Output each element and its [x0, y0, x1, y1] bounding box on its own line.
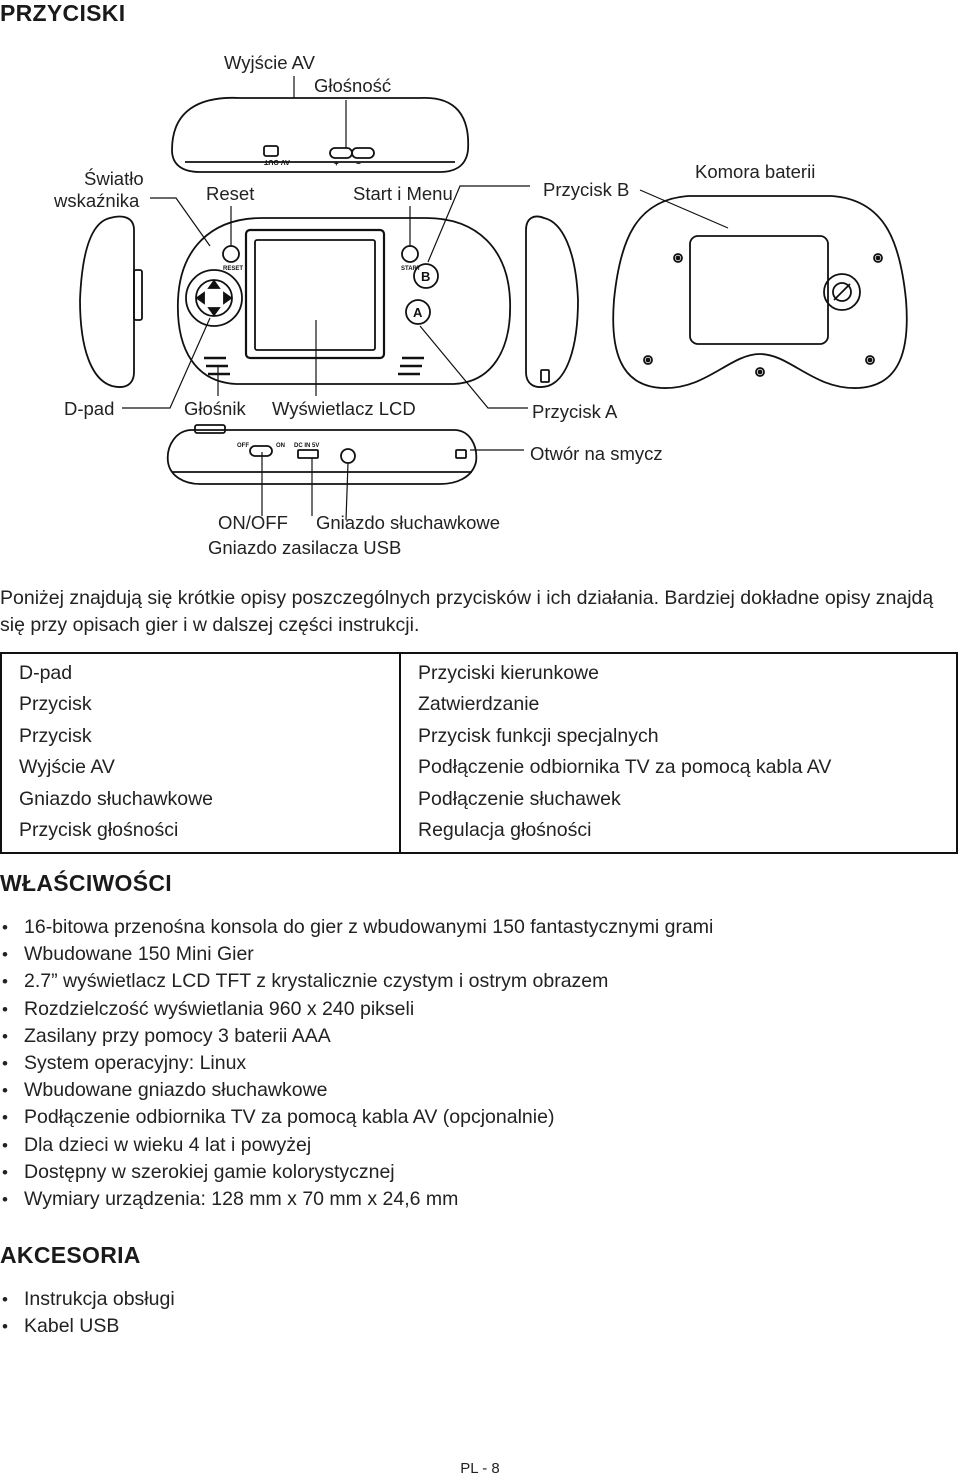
intro-paragraph: Poniżej znajdują się krótkie opisy poszczególnych przycisków i ich działania. Bardziej dokładne opisy znajdą się przy opisach gier i w dalszej części instrukcji. [0, 587, 934, 636]
power-switch [250, 446, 272, 456]
volume-button-plus [352, 148, 374, 158]
table-cell: Przycisk [19, 693, 92, 716]
label-reset: Reset [206, 183, 255, 204]
left-side-slot [134, 270, 142, 320]
table-cell: Wyjście AV [19, 756, 115, 779]
list-item: • Podłączenie odbiornika TV za pomocą kabla AV (opcjonalnie) [0, 1104, 713, 1131]
on-mark: ON [276, 443, 285, 449]
av-out-jack [264, 146, 278, 156]
accessories-list [0, 1286, 175, 1340]
console-left-side [80, 217, 134, 388]
list-item: • Zasilany przy pomocy 3 baterii AAA [0, 1023, 713, 1050]
table-cell: Regulacja głośności [418, 819, 592, 842]
label-headphone: Gniazdo słuchawkowe [316, 512, 501, 533]
label-indicator-line2: wskaźnika [54, 190, 140, 211]
label-battery: Komora baterii [695, 161, 816, 182]
list-item: • Wbudowane 150 Mini Gier [0, 941, 713, 968]
table-cell: Podłączenie odbiornika TV za pomocą kabla AV [418, 756, 832, 779]
label-start-menu: Start i Menu [353, 183, 453, 204]
list-item: • Wymiary urządzenia: 128 mm x 70 mm x 24,6 mm [0, 1186, 713, 1213]
a-mark: A [413, 305, 423, 320]
list-item: • Wbudowane gniazdo słuchawkowe [0, 1077, 713, 1104]
list-item: • Instrukcja obsługi [0, 1286, 175, 1313]
list-item: • 16-bitowa przenośna konsola do gier z wbudowanymi 150 fantastycznymi grami [0, 914, 713, 941]
usb-port [298, 450, 318, 458]
console-top-view [172, 98, 468, 172]
minus-mark: − [356, 159, 361, 168]
av-out-mark: AV OUT [264, 158, 290, 165]
table-cell: D-pad [19, 662, 73, 684]
battery-compartment [690, 236, 828, 344]
table-cell: Podłączenie słuchawek [418, 787, 621, 810]
plus-mark: + [334, 159, 339, 168]
list-item: • Dostępny w szerokiej gamie kolorystycznej [0, 1159, 713, 1186]
label-onoff: ON/OFF [218, 512, 288, 533]
speaker-grille-left [204, 358, 230, 374]
console-right-side [526, 217, 578, 388]
accessories-heading: AKCESORIA [0, 1242, 141, 1268]
table-cell: Zatwierdzanie [418, 693, 540, 716]
controls-table [0, 652, 958, 854]
table-row [1, 653, 957, 853]
label-volume: Głośność [314, 75, 392, 96]
device-diagram [0, 40, 960, 570]
volume-button-minus [330, 148, 352, 158]
dpad [186, 270, 242, 326]
label-button-b: Przycisk B [543, 179, 630, 200]
list-item: • Kabel USB [0, 1313, 175, 1340]
table-left-column [1, 653, 400, 853]
start-button [402, 246, 418, 262]
speaker-grille-right [398, 358, 424, 374]
label-lcd: Wyświetlacz LCD [272, 398, 416, 419]
table-right-column [400, 653, 957, 853]
table-cell: Przycisk [19, 724, 92, 747]
table-cell: Gniazdo słuchawkowe [19, 787, 214, 810]
features-heading: WŁAŚCIWOŚCI [0, 870, 172, 896]
page-title: PRZYCISKI [0, 0, 126, 26]
table-cell: Przycisk głośności [19, 819, 179, 842]
table-cell: Przyciski kierunkowe [418, 662, 599, 684]
list-item: • 2.7” wyświetlacz LCD TFT z krystalicznie czystym i ostrym obrazem [0, 968, 713, 995]
label-dpad: D-pad [64, 398, 115, 419]
label-usb: Gniazdo zasilacza USB [208, 537, 402, 558]
list-item: • System operacyjny: Linux [0, 1050, 713, 1077]
start-mark: START [401, 266, 421, 272]
label-speaker: Głośnik [184, 398, 246, 419]
headphone-jack [341, 449, 355, 463]
table-cell: Przycisk funkcji specjalnych [418, 724, 659, 747]
b-mark: B [421, 269, 431, 284]
label-strap: Otwór na smycz [530, 443, 663, 464]
label-av-out: Wyjście AV [224, 52, 315, 73]
console-bottom-view [168, 430, 477, 484]
page-number: PL - 8 [460, 1460, 500, 1477]
lcd-screen [246, 230, 384, 358]
list-item: • Dla dzieci w wieku 4 lat i powyżej [0, 1132, 713, 1159]
reset-mark: RESET [223, 266, 244, 272]
reset-button [223, 246, 239, 262]
label-indicator-line1: Światło [84, 168, 144, 189]
off-mark: OFF [237, 443, 249, 449]
features-list [0, 914, 713, 1213]
label-button-a: Przycisk A [532, 401, 618, 422]
list-item: • Rozdzielczość wyświetlania 960 x 240 pikseli [0, 996, 713, 1023]
console-back-view [613, 196, 907, 388]
dc-in-mark: DC IN 5V [294, 443, 320, 449]
